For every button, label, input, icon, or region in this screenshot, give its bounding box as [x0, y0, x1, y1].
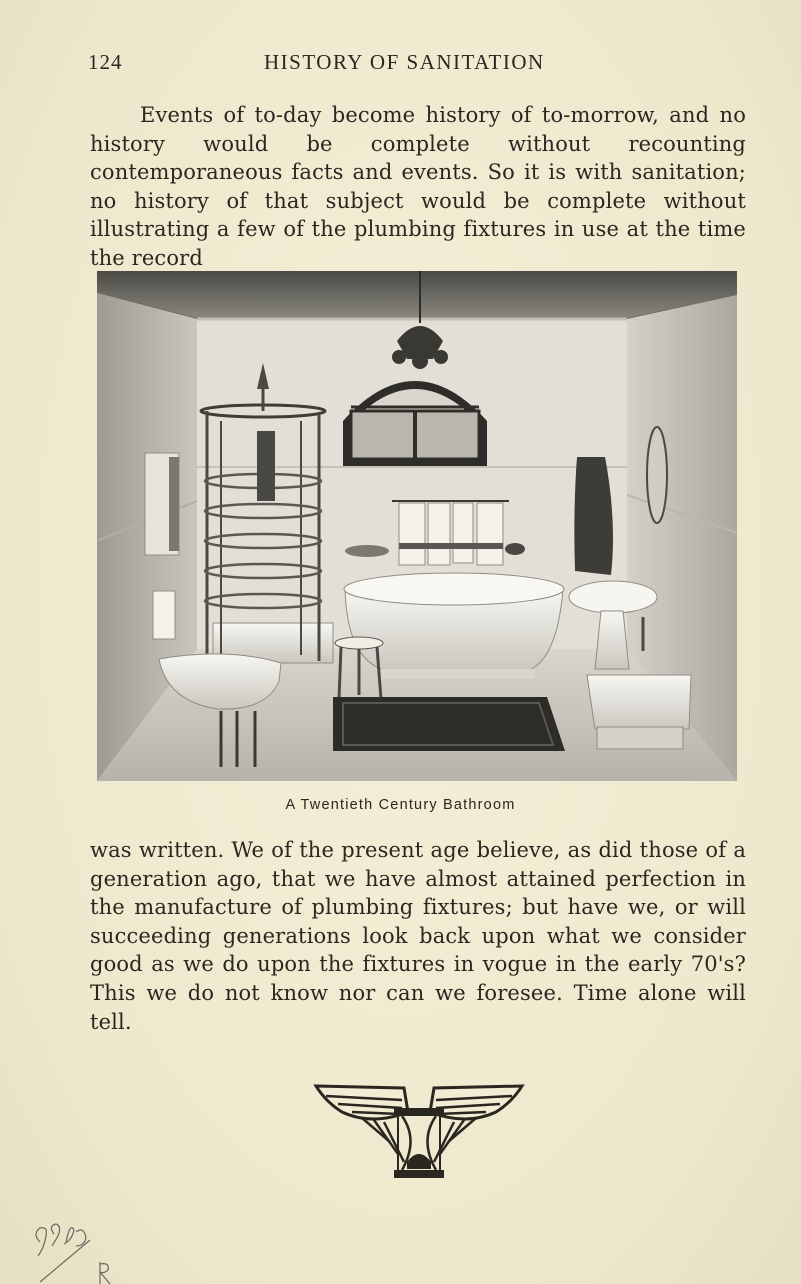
running-title: HISTORY OF SANITATION: [264, 50, 545, 74]
winged-hourglass-ornament: [312, 1082, 526, 1182]
paragraph-continued: was written. We of the present age believe, as did those of a generation ago, that we have almost attained perfection in the manufacture of plumbing fixtures; but have we, or will succeeding generations look back upon what we consider good as we do upon the fixtures in vogue in the early 70's? This we do not know nor can we foresee. Time alone will tell.: [90, 838, 746, 1034]
handwritten-annotation: [30, 1212, 130, 1284]
page-number: 124: [88, 50, 123, 74]
bathroom-photograph: [97, 271, 737, 781]
running-header: [88, 50, 748, 80]
paragraph-intro: Events of to-day become history of to-morrow, and no history would be complete without recounting contemporaneous facts and events. So it is with sanitation; no history of that subject would be complete without illustrating a few of the plumbing fixtures in use at the time the record: [90, 103, 746, 270]
figure-caption: A Twentieth Century Bathroom: [285, 797, 516, 813]
